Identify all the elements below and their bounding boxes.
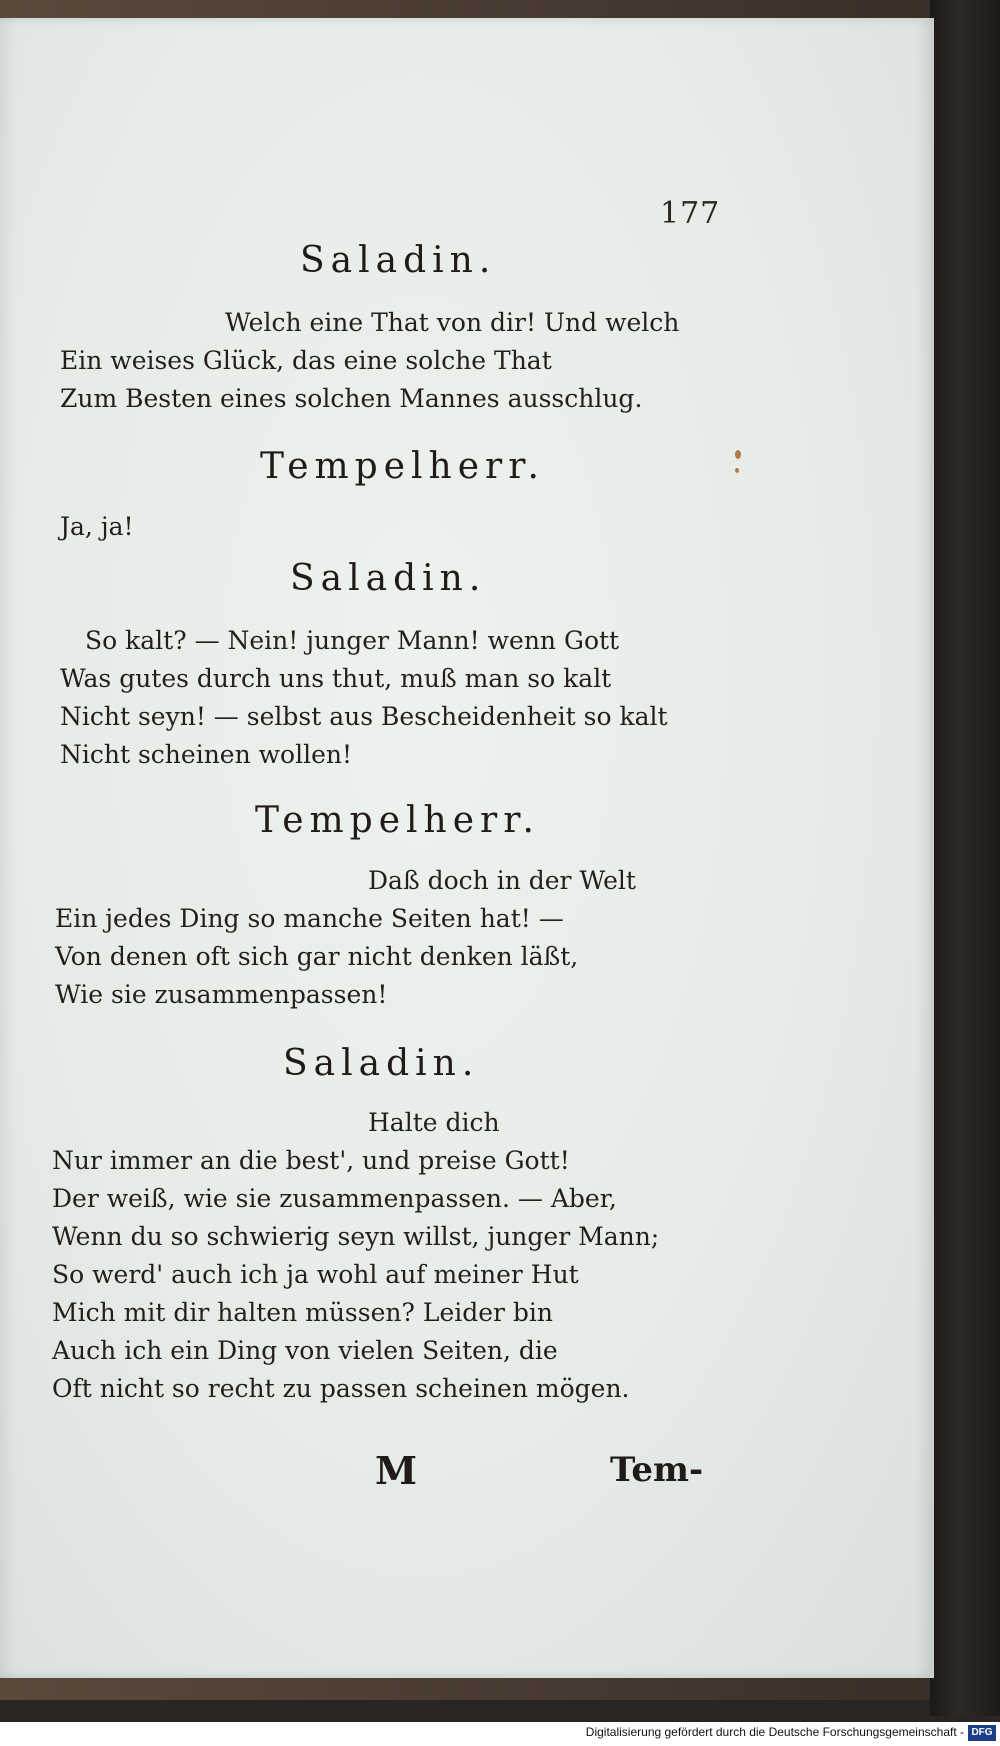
verse-line: Von denen oft sich gar nicht denken läßt, <box>55 942 579 971</box>
paper-stain <box>735 450 741 459</box>
verse-line: Daß doch in der Welt <box>368 866 636 895</box>
digitization-footer <box>0 1722 1000 1746</box>
verse-line: Ja, ja! <box>60 512 134 541</box>
verse-line: Wie sie zusammenpassen! <box>55 980 388 1009</box>
dfg-logo: DFG <box>968 1725 996 1741</box>
verse-line: Nicht scheinen wollen! <box>60 740 353 769</box>
speaker-heading: Saladin. <box>283 1043 480 1084</box>
verse-line: So kalt? — Nein! junger Mann! wenn Gott <box>85 626 620 655</box>
book-page <box>0 18 934 1678</box>
verse-line: Nicht seyn! — selbst aus Bescheidenheit so kalt <box>60 702 668 731</box>
verse-line: Ein weises Glück, das eine solche That <box>60 346 552 375</box>
page-number: 177 <box>660 196 721 231</box>
signature-mark: M <box>375 1448 418 1493</box>
paper-stain <box>735 468 739 473</box>
book-cover-edge <box>930 0 1000 1716</box>
verse-line: Auch ich ein Ding von vielen Seiten, die <box>52 1336 558 1365</box>
speaker-heading: Tempelherr. <box>260 446 545 487</box>
verse-line: Halte dich <box>368 1108 500 1137</box>
speaker-heading: Tempelherr. <box>255 800 540 841</box>
verse-line: Welch eine That von dir! Und welch <box>225 308 680 337</box>
verse-line: Der weiß, wie sie zusammenpassen. — Aber, <box>52 1184 617 1213</box>
verse-line: Mich mit dir halten müssen? Leider bin <box>52 1298 554 1327</box>
verse-line: Oft nicht so recht zu passen scheinen mögen. <box>52 1374 630 1403</box>
verse-line: Zum Besten eines solchen Mannes ausschlug. <box>60 384 643 413</box>
speaker-heading: Saladin. <box>300 240 497 281</box>
verse-line: Was gutes durch uns thut, muß man so kalt <box>60 664 612 693</box>
verse-line: Wenn du so schwierig seyn willst, junger Mann; <box>52 1222 660 1251</box>
catchword: Tem- <box>610 1450 704 1490</box>
speaker-heading: Saladin. <box>290 558 487 599</box>
verse-line: So werd' auch ich ja wohl auf meiner Hut <box>52 1260 579 1289</box>
verse-line: Ein jedes Ding so manche Seiten hat! — <box>55 904 564 933</box>
footer-credit: Digitalisierung gefördert durch die Deutsche Forschungsgemeinschaft - <box>585 1725 964 1739</box>
verse-line: Nur immer an die best', und preise Gott! <box>52 1146 570 1175</box>
